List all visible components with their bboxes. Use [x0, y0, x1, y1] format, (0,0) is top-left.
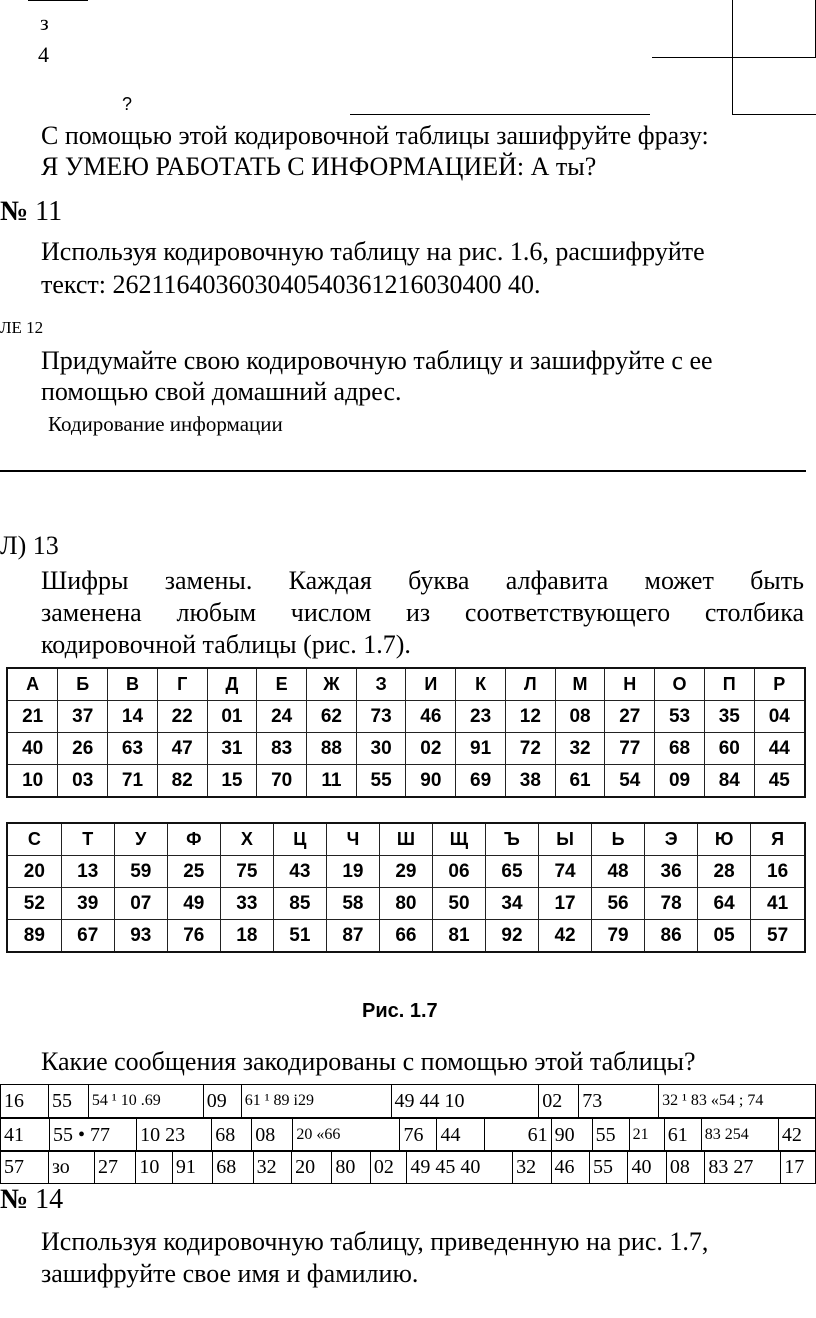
task13-line3: кодировочной таблицы (рис. 1.7). — [41, 630, 411, 659]
code-table-number-row — [7, 701, 805, 733]
message-table-row-3 — [0, 1150, 816, 1184]
stray-digit-4: 4 — [38, 42, 49, 67]
task14-number-value: 14 — [35, 1184, 64, 1215]
code-table-number: 54 — [605, 765, 655, 798]
code-table-number: 41 — [751, 888, 805, 920]
code-table-letter: Ч — [326, 823, 379, 856]
code-table-number: 60 — [704, 733, 754, 765]
code-table-number: 09 — [655, 765, 705, 798]
code-table-number: 62 — [307, 701, 357, 733]
task12-line2: помощью свой домашний адрес. — [41, 377, 402, 406]
code-table-number: 37 — [58, 701, 108, 733]
code-table-number: 58 — [326, 888, 379, 920]
code-table-number: 43 — [273, 856, 326, 888]
code-table-number: 57 — [751, 920, 805, 953]
message-cell: 20 «66 — [293, 1119, 400, 1152]
task11-number — [0, 196, 62, 228]
code-table-number: 71 — [108, 765, 158, 798]
code-table-number-row — [7, 920, 805, 953]
code-table-number: 19 — [326, 856, 379, 888]
code-table-letter-row — [7, 668, 805, 701]
code-table-number: 85 — [273, 888, 326, 920]
code-table-number: 20 — [7, 856, 61, 888]
message-cell: 91 — [172, 1151, 212, 1184]
message-cell: 40 — [628, 1151, 666, 1184]
code-table-number: 22 — [157, 701, 207, 733]
code-table-1 — [6, 667, 806, 798]
code-table-number: 35 — [704, 701, 754, 733]
code-table-number: 36 — [645, 856, 698, 888]
code-table-letter: У — [114, 823, 167, 856]
message-cell: 08 — [666, 1151, 704, 1184]
code-table-number: 63 — [108, 733, 158, 765]
stray-question-mark: ? — [122, 94, 133, 114]
message-cell: 61 — [664, 1119, 701, 1152]
message-cell: 21 — [629, 1119, 664, 1152]
message-cell: 20 — [292, 1151, 332, 1184]
code-table-number: 72 — [505, 733, 555, 765]
message-row-2 — [1, 1119, 816, 1152]
task13-line2: заменена любым числом из соответствующего столбика — [41, 598, 804, 627]
box-line-2 — [652, 57, 816, 58]
code-table-number: 13 — [61, 856, 114, 888]
task14-number — [0, 1184, 63, 1216]
code-table-letter: Э — [645, 823, 698, 856]
message-cell: 61 — [484, 1119, 551, 1152]
code-table-number: 23 — [456, 701, 506, 733]
code-table-number: 29 — [379, 856, 432, 888]
code-table-number: 75 — [220, 856, 273, 888]
code-table-number: 81 — [432, 920, 485, 953]
message-cell: 73 — [579, 1085, 659, 1118]
code-table-letter: Я — [751, 823, 805, 856]
code-table-number: 12 — [505, 701, 555, 733]
code-table-letter: Л — [505, 668, 555, 701]
code-table-letter: Н — [605, 668, 655, 701]
code-table-number: 07 — [114, 888, 167, 920]
code-table-number: 69 — [456, 765, 506, 798]
code-table-number: 28 — [698, 856, 751, 888]
code-table-number: 77 — [605, 733, 655, 765]
code-table-number: 10 — [7, 765, 58, 798]
code-table-number: 46 — [406, 701, 456, 733]
code-table-letter: Ы — [539, 823, 592, 856]
code-table-letter: М — [555, 668, 605, 701]
code-table-number: 92 — [485, 920, 538, 953]
code-table-number: 08 — [555, 701, 605, 733]
message-cell: зо — [49, 1151, 95, 1184]
code-table-number: 86 — [645, 920, 698, 953]
code-table-letter: Х — [220, 823, 273, 856]
code-table-number: 48 — [592, 856, 645, 888]
code-table-letter: Р — [754, 668, 805, 701]
code-table-number: 02 — [406, 733, 456, 765]
stray-digit-3: з — [40, 10, 49, 35]
code-table-letter: Щ — [432, 823, 485, 856]
code-table-number: 39 — [61, 888, 114, 920]
message-row-1 — [1, 1085, 816, 1118]
task11-line2: текст: 262116403603040540361216030400 40. — [41, 270, 541, 299]
code-table-number: 78 — [645, 888, 698, 920]
code-table-letter: Ж — [307, 668, 357, 701]
message-cell: 49 45 40 — [407, 1151, 513, 1184]
code-table-number: 45 — [754, 765, 805, 798]
code-table-number: 51 — [273, 920, 326, 953]
code-table-letter: Е — [257, 668, 307, 701]
code-table-number: 27 — [605, 701, 655, 733]
code-table-letter-row — [7, 823, 805, 856]
code-table-number: 18 — [220, 920, 273, 953]
question-text: Какие сообщения закодированы с помощью этой таблицы? — [41, 1047, 696, 1076]
message-cell: 90 — [551, 1119, 592, 1152]
code-table-number: 17 — [539, 888, 592, 920]
message-cell: 32 — [253, 1151, 291, 1184]
message-cell: 32 — [513, 1151, 551, 1184]
code-table-number: 56 — [592, 888, 645, 920]
code-table-number: 04 — [754, 701, 805, 733]
task13-heading: Л) 13 — [0, 531, 59, 560]
code-table-letter: Б — [58, 668, 108, 701]
task12-line1: Придумайте свою кодировочную таблицу и зашифруйте с ее — [41, 346, 713, 375]
message-cell: 41 — [1, 1119, 50, 1152]
message-cell: 57 — [1, 1151, 49, 1184]
code-table-letter: В — [108, 668, 158, 701]
message-cell: 17 — [781, 1151, 816, 1184]
message-cell: 32 ¹ 83 «54 ; 74 — [659, 1085, 816, 1118]
message-cell: 55 • 77 — [50, 1119, 137, 1152]
number-sign: № — [0, 1184, 29, 1215]
code-table-letter: Ъ — [485, 823, 538, 856]
code-table-letter: Ф — [167, 823, 220, 856]
code-table-number: 66 — [379, 920, 432, 953]
code-table-number: 88 — [307, 733, 357, 765]
code-table-number: 03 — [58, 765, 108, 798]
code-table-letter: К — [456, 668, 506, 701]
message-table-row-2 — [0, 1118, 816, 1152]
message-cell: 76 — [400, 1119, 437, 1152]
message-cell: 83 27 — [705, 1151, 781, 1184]
task14-line2: зашифруйте свое имя и фамилию. — [41, 1259, 419, 1288]
message-cell: 83 254 — [701, 1119, 778, 1152]
message-cell: 55 — [592, 1119, 629, 1152]
code-table-number-row — [7, 856, 805, 888]
code-table-number: 38 — [505, 765, 555, 798]
code-table-number: 50 — [432, 888, 485, 920]
message-cell: 02 — [370, 1151, 407, 1184]
message-cell: 55 — [48, 1085, 88, 1118]
code-table-number: 24 — [257, 701, 307, 733]
code-table-number: 59 — [114, 856, 167, 888]
code-table-letter: Д — [207, 668, 257, 701]
code-table-letter: И — [406, 668, 456, 701]
code-table-number: 82 — [157, 765, 207, 798]
code-table-letter: А — [7, 668, 58, 701]
task14-line1: Используя кодировочную таблицу, приведенную на рис. 1.7, — [41, 1227, 709, 1256]
code-table-number: 05 — [698, 920, 751, 953]
code-table-number: 31 — [207, 733, 257, 765]
code-table-number: 87 — [326, 920, 379, 953]
code-table-number: 65 — [485, 856, 538, 888]
message-cell: 61 ¹ 89 i29 — [241, 1085, 391, 1118]
code-table-number: 44 — [754, 733, 805, 765]
message-cell: 46 — [551, 1151, 589, 1184]
code-table-number: 61 — [555, 765, 605, 798]
code-table-number: 93 — [114, 920, 167, 953]
code-table-number: 67 — [61, 920, 114, 953]
message-cell: 49 44 10 — [391, 1085, 539, 1118]
code-table-number: 47 — [157, 733, 207, 765]
task13-line1: Шифры замены. Каждая буква алфавита может быть — [41, 566, 804, 595]
code-table-number: 68 — [655, 733, 705, 765]
code-table-number: 91 — [456, 733, 506, 765]
code-table-number: 25 — [167, 856, 220, 888]
code-table-number: 33 — [220, 888, 273, 920]
running-head: Кодирование информации — [48, 412, 283, 436]
code-table-letter: П — [704, 668, 754, 701]
task12-heading: ЛЕ 12 — [0, 318, 44, 337]
message-cell: 68 — [213, 1151, 253, 1184]
code-table-number: 53 — [655, 701, 705, 733]
code-table-number: 70 — [257, 765, 307, 798]
code-table-number: 26 — [58, 733, 108, 765]
code-table-number-row — [7, 765, 805, 798]
box-line-3 — [350, 114, 650, 115]
message-cell: 44 — [437, 1119, 484, 1152]
figure-caption: Рис. 1.7 — [362, 1000, 438, 1022]
code-table-letter: Ь — [592, 823, 645, 856]
code-table-2 — [6, 822, 806, 953]
code-table-number-row — [7, 888, 805, 920]
message-row-3 — [1, 1151, 816, 1184]
task10-line2: Я УМЕЮ РАБОТАТЬ С ИНФОРМАЦИЕЙ: А ты? — [41, 152, 597, 181]
code-table-number: 42 — [539, 920, 592, 953]
code-table-letter: Г — [157, 668, 207, 701]
code-table-number: 79 — [592, 920, 645, 953]
code-table-letter: О — [655, 668, 705, 701]
code-table-letter: З — [356, 668, 406, 701]
code-table-number: 21 — [7, 701, 58, 733]
code-table-number: 90 — [406, 765, 456, 798]
code-table-number: 14 — [108, 701, 158, 733]
code-table-number: 32 — [555, 733, 605, 765]
code-table-letter: Ш — [379, 823, 432, 856]
message-cell: 02 — [539, 1085, 579, 1118]
code-table-number: 64 — [698, 888, 751, 920]
code-table-letter: Ю — [698, 823, 751, 856]
code-table-number: 73 — [356, 701, 406, 733]
top-left-rule — [28, 0, 88, 1]
message-cell: 55 — [589, 1151, 627, 1184]
code-table-letter: С — [7, 823, 61, 856]
task11-number-value: 11 — [35, 196, 63, 227]
code-table-number: 49 — [167, 888, 220, 920]
code-table-number: 34 — [485, 888, 538, 920]
message-cell: 68 — [212, 1119, 252, 1152]
code-table-letter: Т — [61, 823, 114, 856]
code-table-number: 15 — [207, 765, 257, 798]
message-cell: 80 — [332, 1151, 370, 1184]
message-cell: 27 — [95, 1151, 136, 1184]
message-table — [0, 1084, 816, 1118]
code-table-number: 01 — [207, 701, 257, 733]
number-sign: № — [0, 196, 29, 227]
code-table-number: 55 — [356, 765, 406, 798]
message-cell: 10 — [136, 1151, 173, 1184]
code-table-number: 89 — [7, 920, 61, 953]
message-cell: 54 ¹ 10 .69 — [88, 1085, 203, 1118]
message-cell: 09 — [203, 1085, 241, 1118]
task11-line1: Используя кодировочную таблицу на рис. 1.6, расшифруйте — [41, 237, 705, 266]
message-cell: 10 23 — [137, 1119, 212, 1152]
code-table-number: 76 — [167, 920, 220, 953]
code-table-number: 84 — [704, 765, 754, 798]
code-table-number: 11 — [307, 765, 357, 798]
message-cell: 42 — [778, 1119, 815, 1152]
task10-line1: С помощью этой кодировочной таблицы зашифруйте фразу: — [41, 121, 709, 150]
code-table-number: 30 — [356, 733, 406, 765]
message-cell: 16 — [1, 1085, 49, 1118]
message-cell: 08 — [252, 1119, 293, 1152]
code-table-number: 52 — [7, 888, 61, 920]
code-table-number: 16 — [751, 856, 805, 888]
code-table-number: 40 — [7, 733, 58, 765]
running-head-rule — [0, 470, 806, 472]
code-table-number-row — [7, 733, 805, 765]
code-table-letter: Ц — [273, 823, 326, 856]
code-table-number: 83 — [257, 733, 307, 765]
code-table-number: 74 — [539, 856, 592, 888]
box-line-4 — [732, 114, 816, 115]
code-table-number: 80 — [379, 888, 432, 920]
code-table-number: 06 — [432, 856, 485, 888]
